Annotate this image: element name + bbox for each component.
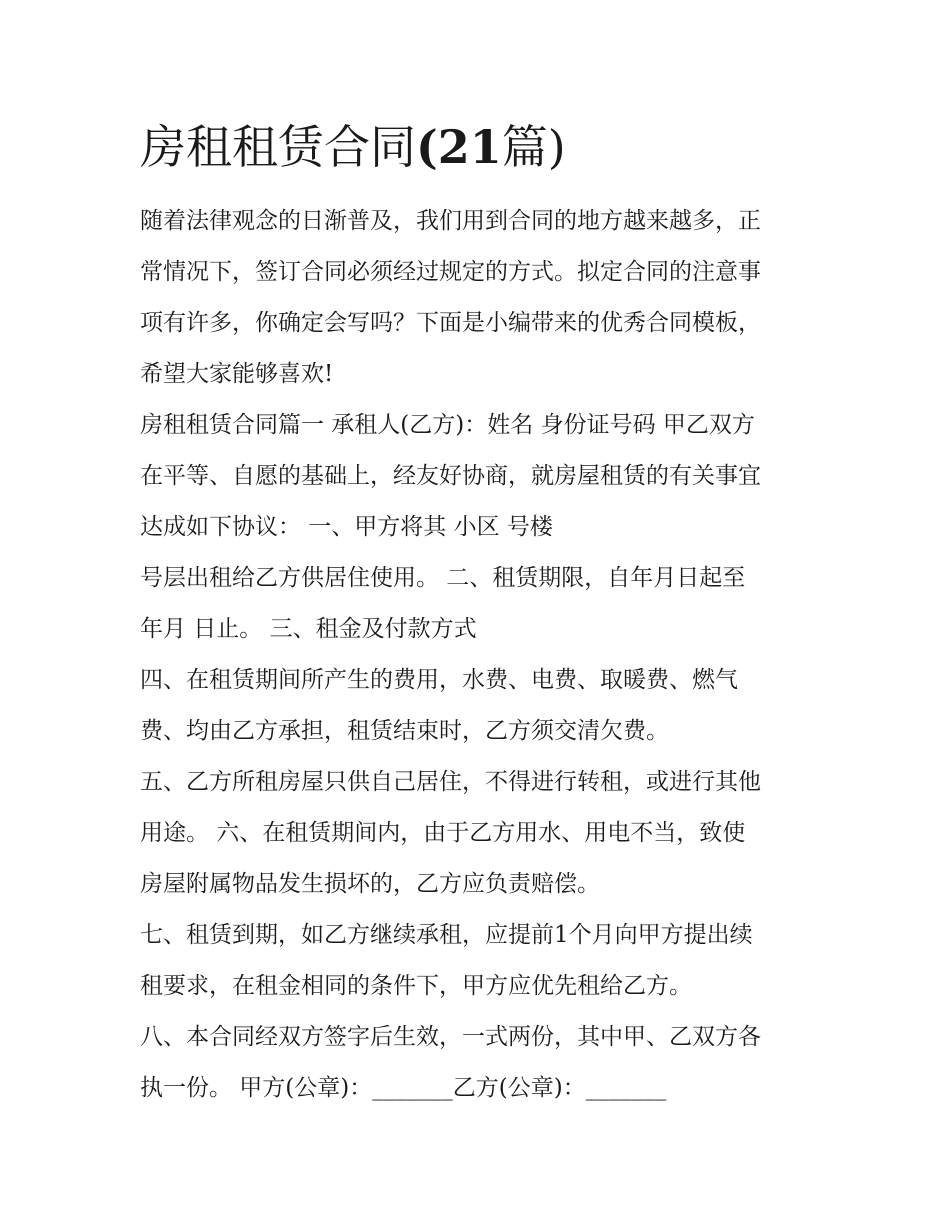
body-line: 房租租赁合同篇一 承租人(乙方)：姓名 身份证号码 甲乙双方 — [140, 412, 755, 438]
body-line: 在平等、自愿的基础上，经友好协商，就房屋租赁的有关事宜 — [140, 463, 761, 489]
body-line: 八、本合同经双方签字后生效，一式两份，其中甲、乙双方各 — [140, 1024, 761, 1050]
body-line: 年月 日止。 三、租金及付款方式 — [140, 616, 477, 642]
body-line: 租要求，在租金相同的条件下，甲方应优先租给乙方。 — [140, 973, 692, 999]
body-line: 七、租赁到期，如乙方继续承租，应提前1个月向甲方提出续 — [140, 922, 753, 948]
body-line: 号层出租给乙方供居住使用。 二、租赁期限，自年月日起至 — [140, 565, 746, 591]
title-count: (21 — [416, 120, 502, 174]
body-line: 达成如下协议： 一、甲方将其 小区 号楼 — [140, 514, 553, 540]
body-line: 随着法律观念的日渐普及，我们用到合同的地方越来越多，正 — [140, 208, 761, 234]
body-line: 常情况下，签订合同必须经过规定的方式。拟定合同的注意事 — [140, 259, 761, 285]
document-body — [140, 196, 812, 1114]
body-line: 房屋附属物品发生损坏的，乙方应负责赔偿。 — [140, 871, 600, 897]
body-line: 用途。 六、在租赁期间内，由于乙方用水、用电不当，致使 — [140, 820, 746, 846]
body-line: 项有许多，你确定会写吗？下面是小编带来的优秀合同模板， — [140, 310, 761, 336]
body-line: 执一份。 甲方(公章)：_______乙方(公章)：_______ — [140, 1075, 667, 1101]
body-line: 五、乙方所租房屋只供自己居住，不得进行转租，或进行其他 — [140, 769, 761, 795]
body-line: 希望大家能够喜欢! — [140, 361, 334, 387]
title-unit: 篇) — [501, 120, 566, 174]
body-line: 费、均由乙方承担，租赁结束时，乙方须交清欠费。 — [140, 718, 669, 744]
document-title — [140, 112, 566, 182]
title-text: 房租租赁合同 — [140, 120, 416, 174]
body-line: 四、在租赁期间所产生的费用，水费、电费、取暖费、燃气 — [140, 667, 738, 693]
